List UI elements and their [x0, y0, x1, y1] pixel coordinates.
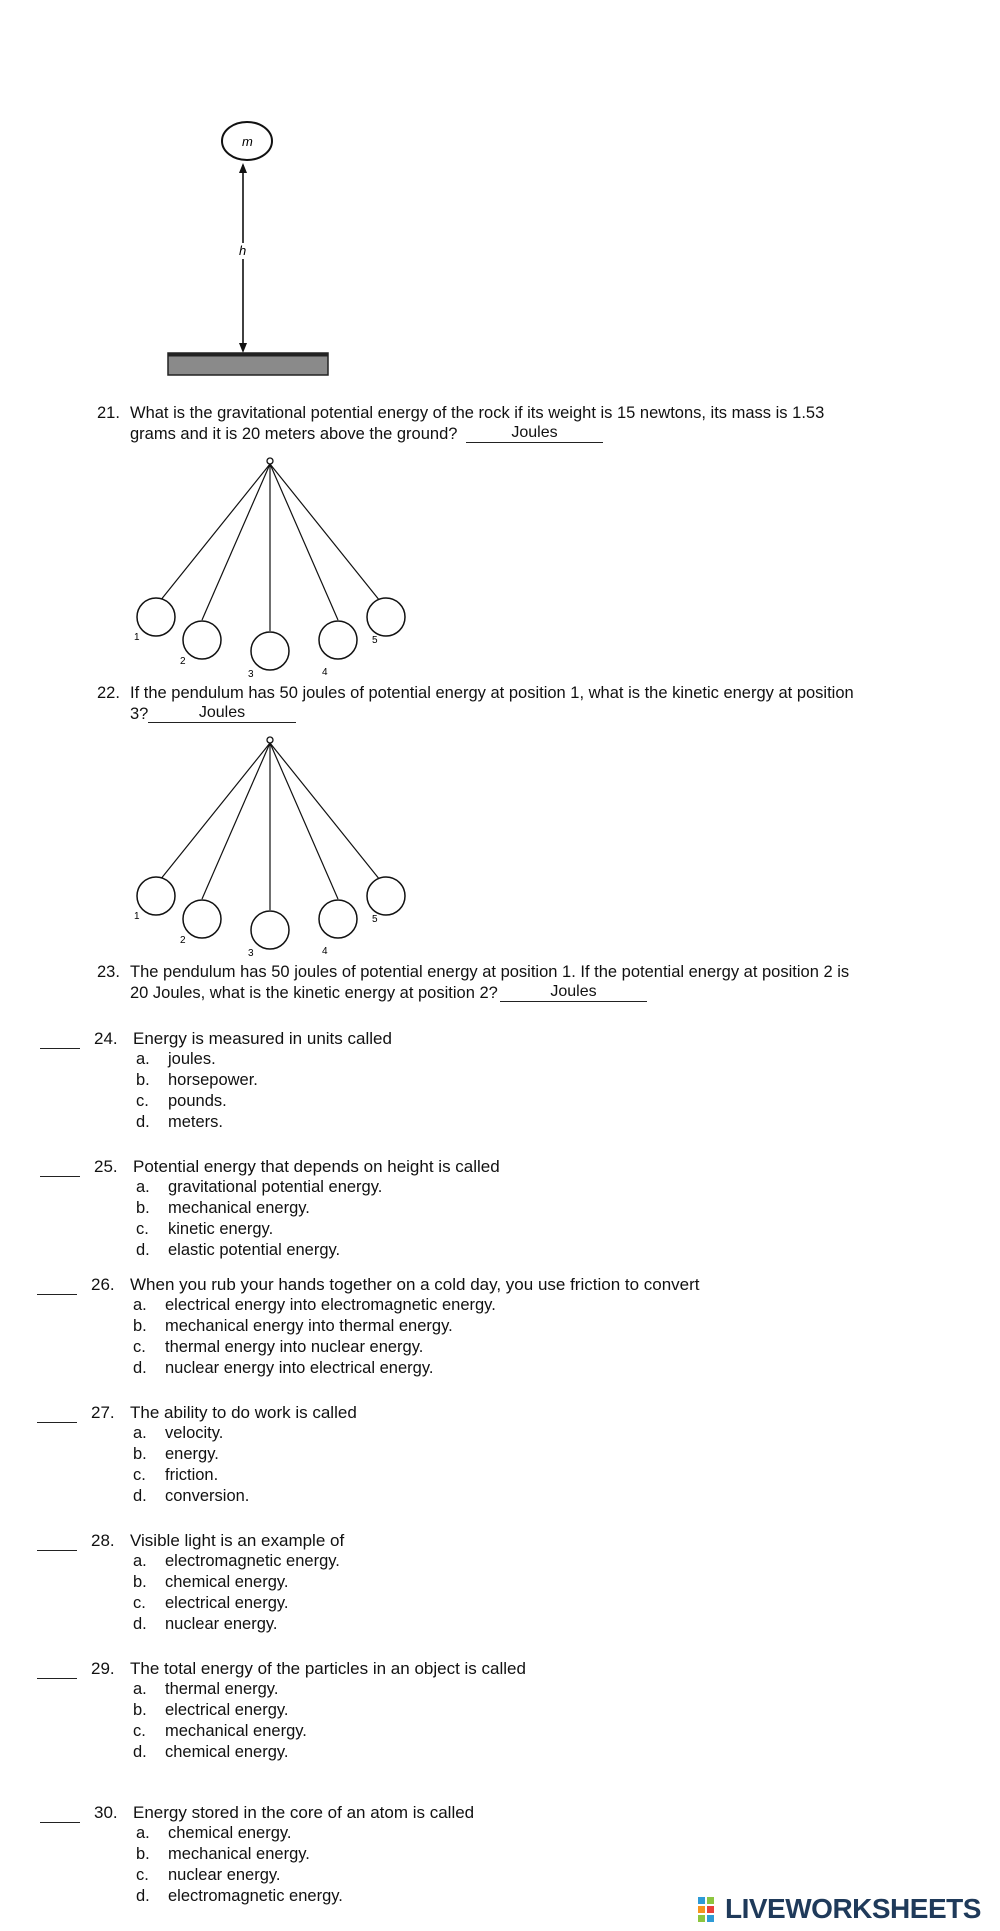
question-25-number: 25.: [94, 1157, 118, 1176]
question-26-option-c[interactable]: c. thermal energy into nuclear energy.: [133, 1338, 424, 1356]
question-28-stem: Visible light is an example of: [130, 1531, 345, 1550]
question-29-number: 29.: [91, 1659, 115, 1678]
question-27-number: 27.: [91, 1403, 115, 1422]
rock-height-diagram: [160, 115, 340, 380]
question-23-answer-unit: Joules: [550, 983, 597, 1000]
question-27-option-d[interactable]: d. conversion.: [133, 1487, 250, 1505]
pendulum-label-2: 2: [180, 656, 186, 667]
pendulum-ball-2: [183, 900, 221, 938]
question-23-answer-blank[interactable]: [500, 1001, 647, 1002]
question-28-option-b[interactable]: b. chemical energy.: [133, 1573, 289, 1591]
pendulum-ball-5: [367, 877, 405, 915]
question-29-option-a[interactable]: a. thermal energy.: [133, 1680, 279, 1698]
pendulum-label-5: 5: [372, 914, 378, 925]
height-arrow-top: [239, 163, 247, 173]
pendulum-label-3: 3: [248, 669, 254, 680]
pendulum-ball-3: [251, 911, 289, 949]
question-24-stem: Energy is measured in units called: [133, 1029, 392, 1048]
question-25-stem: Potential energy that depends on height is called: [133, 1157, 500, 1176]
pendulum-label-1: 1: [134, 632, 140, 643]
question-29-option-b[interactable]: b. electrical energy.: [133, 1701, 289, 1719]
pendulum-label-4: 4: [322, 946, 328, 957]
pendulum-ball-4: [319, 900, 357, 938]
question-29-option-d[interactable]: d. chemical energy.: [133, 1743, 289, 1761]
question-21-answer-unit: Joules: [511, 424, 558, 441]
question-29-answer-blank[interactable]: [37, 1678, 77, 1679]
question-25-option-d[interactable]: d. elastic potential energy.: [136, 1241, 341, 1259]
question-29-option-c[interactable]: c. mechanical energy.: [133, 1722, 307, 1740]
question-21-line2: grams and it is 20 meters above the ground?: [130, 425, 458, 443]
pendulum-ball-4: [319, 621, 357, 659]
question-27-option-b[interactable]: b. energy.: [133, 1445, 219, 1463]
question-28-number: 28.: [91, 1531, 115, 1550]
question-22-answer-unit: Joules: [198, 704, 246, 721]
question-23-line2: 20 Joules, what is the kinetic energy at position 2?: [130, 984, 498, 1002]
question-30-number: 30.: [94, 1803, 118, 1822]
question-30-answer-blank[interactable]: [40, 1822, 80, 1823]
question-28-answer-blank[interactable]: [37, 1550, 77, 1551]
question-24-option-d[interactable]: d. meters.: [136, 1113, 224, 1131]
question-28-option-d[interactable]: d. nuclear energy.: [133, 1615, 278, 1633]
question-28-option-a[interactable]: a. electromagnetic energy.: [133, 1552, 340, 1570]
pendulum-ball-5: [367, 598, 405, 636]
liveworksheets-logo-icon: [697, 1895, 723, 1923]
question-24-number: 24.: [94, 1029, 118, 1048]
pendulum-label-5: 5: [372, 635, 378, 646]
liveworksheets-logo[interactable]: [697, 1892, 981, 1926]
question-30-option-b[interactable]: b. mechanical energy.: [136, 1845, 310, 1863]
question-21-number: 21.: [97, 404, 120, 422]
question-25-option-b[interactable]: b. mechanical energy.: [136, 1199, 310, 1217]
question-30-option-c[interactable]: c. nuclear energy.: [136, 1866, 281, 1884]
question-27-option-c[interactable]: c. friction.: [133, 1466, 219, 1484]
height-arrow-bottom: [239, 343, 247, 353]
question-25-option-a[interactable]: a. gravitational potential energy.: [136, 1178, 383, 1196]
question-29-stem: The total energy of the particles in an object is called: [130, 1659, 526, 1678]
question-24-option-b[interactable]: b. horsepower.: [136, 1071, 258, 1089]
pendulum-label-1: 1: [134, 911, 140, 922]
question-26-option-b[interactable]: b. mechanical energy into thermal energy.: [133, 1317, 453, 1335]
question-30-option-a[interactable]: a. chemical energy.: [136, 1824, 292, 1842]
question-23-line1: The pendulum has 50 joules of potential energy at position 1. If the potential energy at position 2 is: [130, 963, 850, 981]
pendulum-label-3: 3: [248, 948, 254, 959]
question-21-answer-blank[interactable]: [466, 442, 603, 443]
question-24-option-c[interactable]: c. pounds.: [136, 1092, 227, 1110]
question-30-option-d[interactable]: d. electromagnetic energy.: [136, 1887, 343, 1905]
question-25-option-c[interactable]: c. kinetic energy.: [136, 1220, 274, 1238]
pendulum-diagram-2: [130, 734, 420, 964]
question-26-stem: When you rub your hands together on a cold day, you use friction to convert: [130, 1275, 700, 1294]
question-22-number: 22.: [97, 684, 120, 702]
question-26-option-a[interactable]: a. electrical energy into electromagnetic energy.: [133, 1296, 496, 1314]
question-22-line2: 3?: [130, 705, 149, 723]
pendulum-label-2: 2: [180, 935, 186, 946]
question-30-stem: Energy stored in the core of an atom is called: [133, 1803, 475, 1822]
question-26-option-d[interactable]: d. nuclear energy into electrical energy.: [133, 1359, 434, 1377]
pendulum-ball-2: [183, 621, 221, 659]
pendulum-label-4: 4: [322, 667, 328, 678]
rock-height-label: h: [239, 243, 247, 258]
question-22-line1: If the pendulum has 50 joules of potential energy at position 1, what is the kinetic energy at position: [130, 684, 854, 702]
pendulum-diagram-1: [130, 455, 420, 685]
question-25-answer-blank[interactable]: [40, 1176, 80, 1177]
question-27-answer-blank[interactable]: [37, 1422, 77, 1423]
question-27-stem: The ability to do work is called: [130, 1403, 357, 1422]
question-24-answer-blank[interactable]: [40, 1048, 80, 1049]
question-26-number: 26.: [91, 1275, 115, 1294]
question-24-option-a[interactable]: a. joules.: [136, 1050, 216, 1068]
pendulum-ball-1: [137, 598, 175, 636]
pendulum-ball-3: [251, 632, 289, 670]
question-22-answer-blank[interactable]: [148, 722, 296, 723]
question-23-number: 23.: [97, 963, 120, 981]
question-26-answer-blank[interactable]: [37, 1294, 77, 1295]
question-28-option-c[interactable]: c. electrical energy.: [133, 1594, 289, 1612]
question-27-option-a[interactable]: a. velocity.: [133, 1424, 224, 1442]
liveworksheets-logo-text: LIVEWORKSHEETS: [725, 1893, 981, 1924]
pendulum-ball-1: [137, 877, 175, 915]
question-21-line1: What is the gravitational potential energy of the rock if its weight is 15 newtons, its mass is 1.53: [130, 404, 825, 422]
rock-mass-label: m: [242, 134, 253, 149]
